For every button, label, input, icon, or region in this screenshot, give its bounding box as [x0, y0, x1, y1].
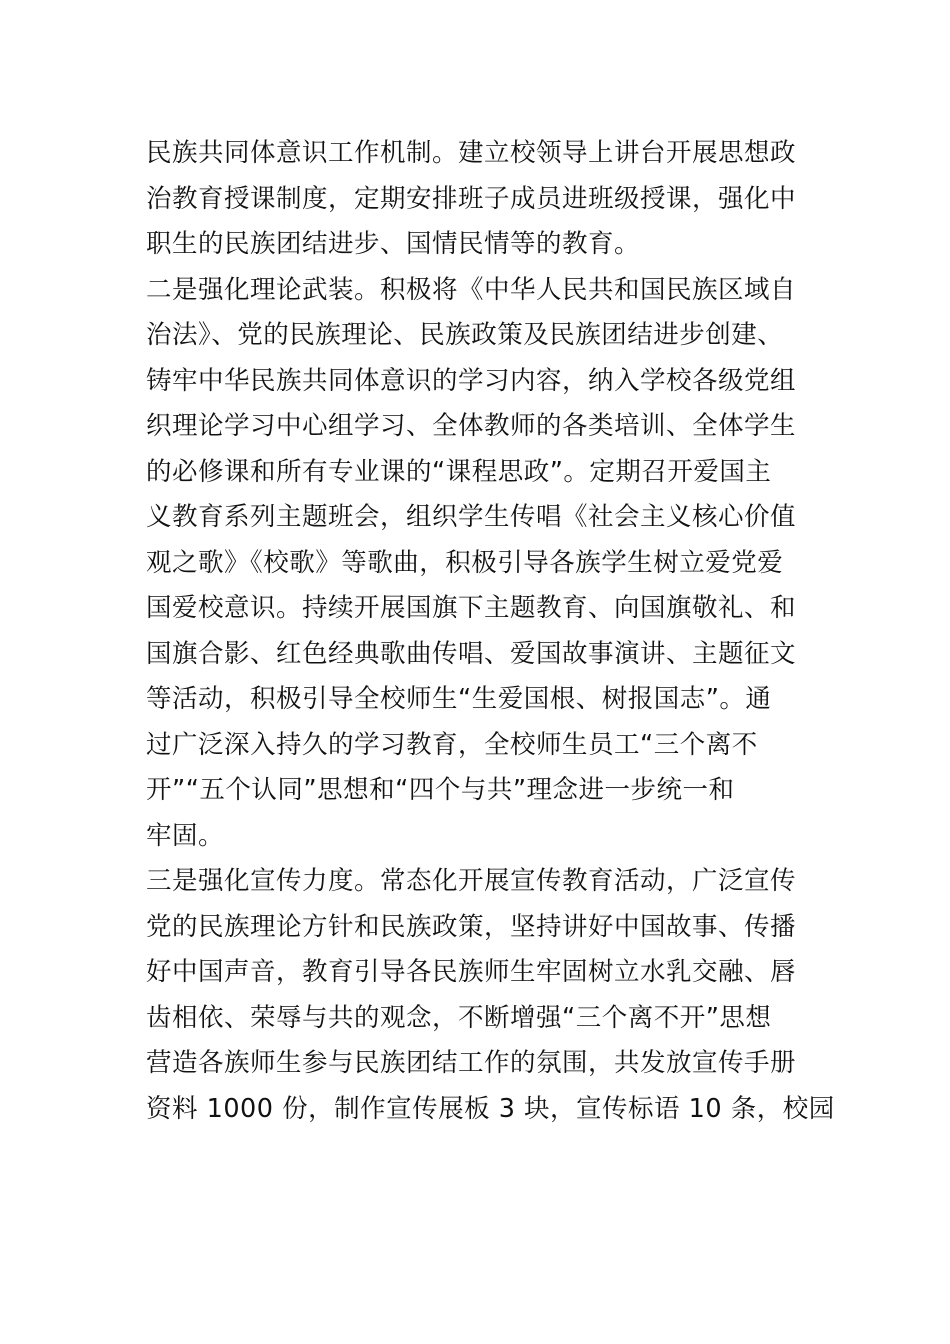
- text-line: 职生的民族团结进步、国情民情等的教育。: [146, 229, 641, 259]
- text-line: 营造各族师生参与民族团结工作的氛围，共发放宣传手册: [146, 1048, 797, 1078]
- text-line: 好中国声音，教育引导各民族师生牢固树立水乳交融、唇: [146, 957, 797, 987]
- text-line: 牢固。: [146, 820, 225, 851]
- text-line: 党的民族理论方针和民族政策，坚持讲好中国故事、传播: [146, 911, 797, 942]
- text-line: 国旗合影、红色经典歌曲传唱、爱国故事演讲、主题征文: [146, 638, 797, 669]
- text-line: 铸牢中华民族共同体意识的学习内容，纳入学校各级党组: [146, 365, 797, 396]
- text-line: 开”“五个认同”思想和“四个与共”理念进一步统一和: [146, 775, 735, 805]
- text-line: 等活动，积极引导全校师生“生爱国根、树报国志”。通: [146, 684, 772, 714]
- text-line: 国爱校意识。持续开展国旗下主题教育、向国旗敬礼、和: [146, 593, 797, 623]
- text-line: 织理论学习中心组学习、全体教师的各类培训、全体学生: [146, 411, 797, 441]
- text-line: 过广泛深入持久的学习教育，全校师生员工“三个离不: [146, 729, 758, 760]
- text-line: 的必修课和所有专业课的“课程思政”。定期召开爱国主: [146, 456, 772, 487]
- text-line: 资料 1000 份，制作宣传展板 3 块，宣传标语 10 条，校园: [146, 1093, 835, 1124]
- text-line: 三是强化宣传力度。常态化开展宣传教育活动，广泛宣传: [146, 866, 797, 896]
- text-line: 义教育系列主题班会，组织学生传唱《社会主义核心价值: [146, 502, 797, 532]
- text-line: 民族共同体意识工作机制。建立校领导上讲台开展思想政: [146, 138, 797, 168]
- body-text: [146, 131, 835, 1132]
- text-line: 治教育授课制度，定期安排班子成员进班级授课，强化中: [146, 183, 797, 214]
- text-line: 二是强化理论武装。积极将《中华人民共和国民族区域自: [146, 274, 797, 305]
- text-line: 齿相依、荣辱与共的观念，不断增强“三个离不开”思想: [146, 1002, 772, 1033]
- text-line: 观之歌》《校歌》等歌曲，积极引导各族学生树立爱党爱: [146, 547, 784, 578]
- text-line: 治法》、党的民族理论、民族政策及民族团结进步创建、: [146, 320, 784, 350]
